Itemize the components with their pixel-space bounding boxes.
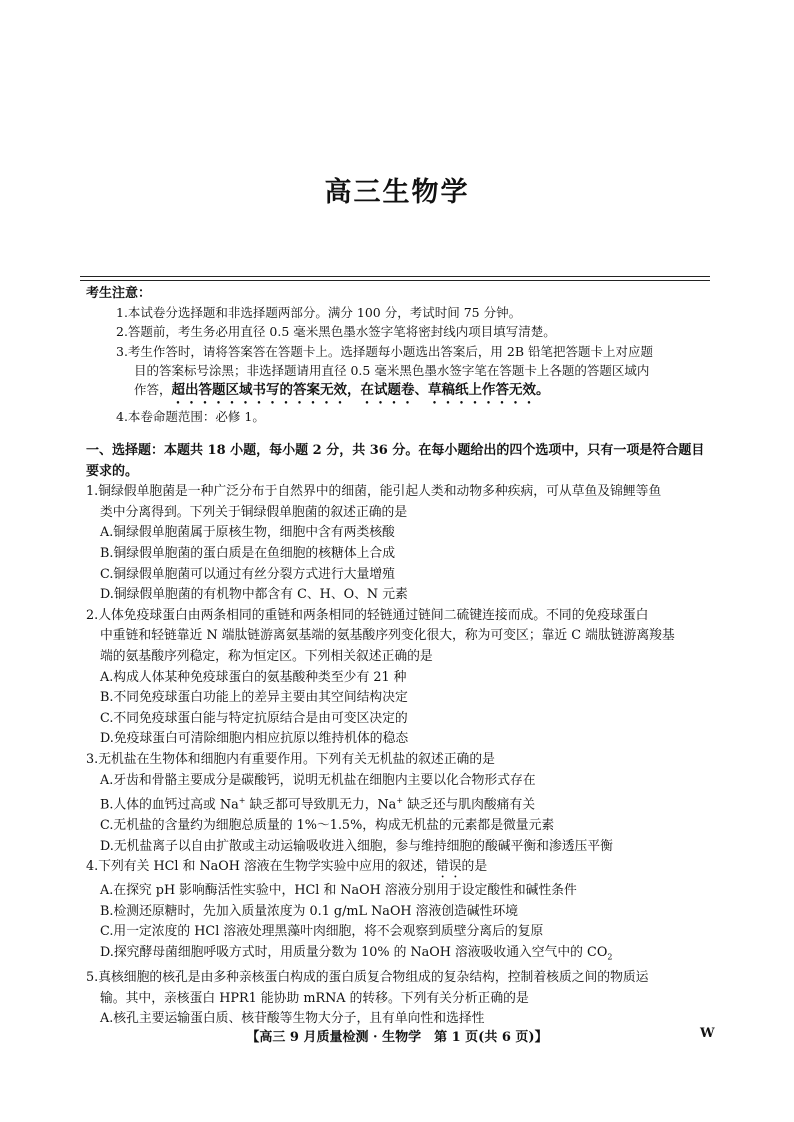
q3-b-sup2: + xyxy=(396,796,404,806)
q3-option-b xyxy=(86,791,716,816)
q4-stem-pre: 4.下列有关 HCl 和 NaOH 溶液在生物学实验中应用的叙述， xyxy=(86,859,436,875)
q2-stem-line1: 2.人体免疫球蛋白由两条相同的重链和两条相同的轻链通过链间二硫键连接而成。不同的免疫球蛋白 xyxy=(86,607,649,623)
q2-stem-line2: 中重链和轻链靠近 N 端肽链游离氨基端的氨基酸序列变化很大，称为可变区；靠近 C 端肽链游离羧基 xyxy=(100,628,675,644)
q3-b-part3: 缺乏还与肌肉酸痛有关 xyxy=(403,797,536,813)
questions-body xyxy=(86,441,716,1030)
q4-stem-emphasis: 错误 xyxy=(435,859,462,875)
question-1 xyxy=(86,482,716,606)
q4-option-d xyxy=(86,943,716,968)
page-footer: 【高三 9 月质量检测 · 生物学 第 1 页(共 6 页)】 xyxy=(246,1030,548,1045)
q3-b-part2: 缺乏都可导致肌无力，Na xyxy=(245,797,397,813)
notice-item-3: 3.考生作答时，请将答案答在答题卡上。选择题每小题选出答案后，用 2B 铅笔把答题卡上对应题 xyxy=(116,343,654,359)
q4-option-a: A.在探究 pH 影响酶活性实验中，HCl 和 NaOH 溶液分别用于设定酸性和碱性条件 xyxy=(100,883,577,899)
footer-mark: W xyxy=(700,1026,715,1041)
q1-stem-line1: 1.铜绿假单胞菌是一种广泛分布于自然界中的细菌，能引起人类和动物多种疾病，可从草鱼及锦鲤等鱼 xyxy=(86,484,662,500)
q5-stem-line2: 输。其中，亲核蛋白 HPR1 能协助 mRNA 的转移。下列有关分析正确的是 xyxy=(100,990,529,1006)
q1-option-d: D.铜绿假单胞菌的有机物中都含有 C、H、O、N 元素 xyxy=(100,587,408,603)
q1-option-c: C.铜绿假单胞菌可以通过有丝分裂方式进行大量增殖 xyxy=(100,566,395,582)
q2-stem-line3: 端的氨基酸序列稳定，称为恒定区。下列相关叙述正确的是 xyxy=(100,648,433,664)
q3-option-c: C.无机盐的含量约为细胞总质量的 1%～1.5%，构成无机盐的元素都是微量元素 xyxy=(100,817,555,833)
q2-option-b: B.不同免疫球蛋白功能上的差异主要由其空间结构决定 xyxy=(100,690,408,706)
notice-block xyxy=(86,284,716,426)
q4-option-c: C.用一定浓度的 HCl 溶液处理黑藻叶肉细胞，将不会观察到质壁分离后的复原 xyxy=(100,924,544,940)
question-2 xyxy=(86,606,716,750)
q4-d-text: D.探究酵母菌细胞呼吸方式时，用质量分数为 10% 的 NaOH 溶液吸收通入空气中的 CO xyxy=(100,944,608,960)
q3-stem-line1: 3.无机盐在生物体和细胞内有重要作用。下列有关无机盐的叙述正确的是 xyxy=(86,751,495,767)
q1-option-a: A.铜绿假单胞菌属于原核生物，细胞中含有两类核酸 xyxy=(100,525,395,541)
notice-item-1: 1.本试卷分选择题和非选择题两部分。满分 100 分，考试时间 75 分钟。 xyxy=(116,305,522,321)
notice-item-3-cont: 目的答案标号涂黑；非选择题请用直径 0.5 毫米黑色墨水签字笔在答题卡上各题的答题区域内 xyxy=(134,362,650,378)
question-3 xyxy=(86,750,716,857)
question-4 xyxy=(86,857,716,968)
page-title: 高三生物学 xyxy=(324,177,470,208)
q3-option-d: D.无机盐离子以自由扩散或主动运输吸收进入细胞，参与维持细胞的酸碱平衡和渗透压平衡 xyxy=(100,838,613,854)
notice-item-2: 2.答题前，考生务必用直径 0.5 毫米黑色墨水签字笔将密封线内项目填写清楚。 xyxy=(116,324,556,340)
q4-stem-line1 xyxy=(86,857,716,881)
notice-warning: 超出答题区域书写的答案无效，在试题卷、草稿纸上作答无效。 xyxy=(171,382,550,399)
q2-option-c: C.不同免疫球蛋白能与特定抗原结合是由可变区决定的 xyxy=(100,710,408,726)
q4-stem-post: 的是 xyxy=(461,859,488,875)
section-heading: 一、选择题：本题共 18 小题，每小题 2 分，共 36 分。在每小题给出的四个选项中，只有一项是符合题目要求的。 xyxy=(86,443,705,479)
q5-option-a: A.核孔主要运输蛋白质、核苷酸等生物大分子，且有单向性和选择性 xyxy=(100,1011,485,1027)
q1-stem-line2: 类中分离得到。下列关于铜绿假单胞菌的叙述正确的是 xyxy=(100,504,408,520)
question-5 xyxy=(86,968,716,1030)
notice-item-3-tail: 作答， xyxy=(134,382,172,398)
q3-option-a: A.牙齿和骨骼主要成分是碳酸钙，说明无机盐在细胞内主要以化合物形式存在 xyxy=(100,772,536,788)
notice-item-3-cont2 xyxy=(86,380,716,407)
q5-stem-line1: 5.真核细胞的核孔是由多种亲核蛋白构成的蛋白质复合物组成的复杂结构，控制着核质之间的物质运 xyxy=(86,970,649,986)
notice-heading: 考生注意： xyxy=(86,286,152,301)
divider-bottom xyxy=(80,280,710,281)
notice-item-4: 4.本卷命题范围：必修 1。 xyxy=(116,409,265,425)
q2-option-d: D.免疫球蛋白可清除细胞内相应抗原以维持机体的稳态 xyxy=(100,731,409,747)
q1-option-b: B.铜绿假单胞菌的蛋白质是在鱼细胞的核糖体上合成 xyxy=(100,545,396,561)
divider-top xyxy=(80,276,710,277)
q4-option-b: B.检测还原糖时，先加入质量浓度为 0.1 g/mL NaOH 溶液创造碱性环境 xyxy=(100,903,519,919)
q4-d-sub: 2 xyxy=(607,952,613,962)
q3-b-sup1: + xyxy=(238,796,246,806)
q2-option-a: A.构成人体某种免疫球蛋白的氨基酸种类至少有 21 种 xyxy=(100,669,407,685)
q3-b-part1: B.人体的血钙过高或 Na xyxy=(100,797,239,813)
